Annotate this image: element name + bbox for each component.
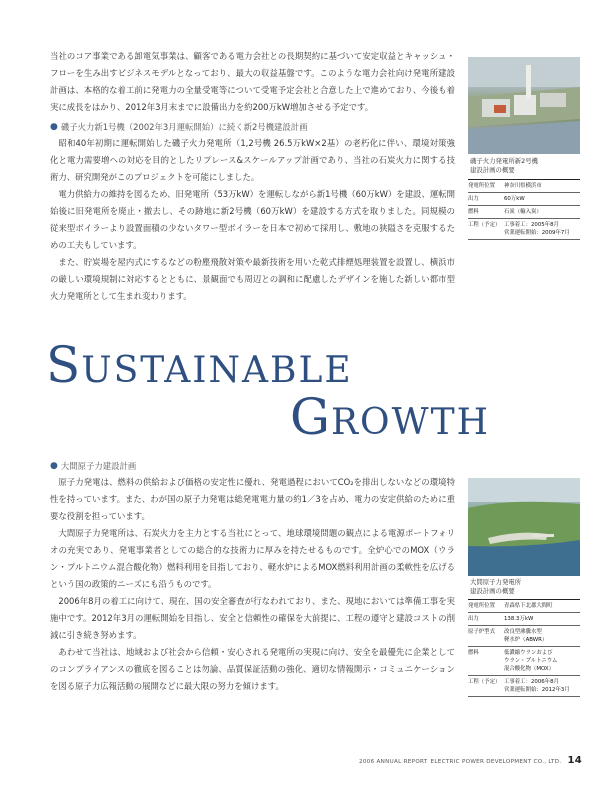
section-isogo bbox=[50, 48, 455, 305]
ohma-heading bbox=[50, 458, 455, 474]
ohma-paragraph-4: あわせて当社は、地域および社会から信頼・安心される発電所の実現に向け、安全を最優先に企業としてのコンプライアンスの徹底を図ることは勿論、品質保証活動の強化、適切な情報開示・コミュニケーションを図る原子力広報活動の展開などに最大限の努力を傾けます。 bbox=[50, 647, 455, 691]
title-growth-rest: ROWTH bbox=[330, 402, 490, 443]
spec-value-line: 60万kW bbox=[504, 196, 525, 202]
spec-value bbox=[504, 649, 580, 673]
spec-value-line: 神奈川県横浜市 bbox=[504, 183, 542, 189]
spec-key: 発電所位置 bbox=[468, 183, 495, 189]
ohma-paragraph-1: 原子力発電は、燃料の供給および価格の安定性に優れ、発電過程においてCO₂を排出しないなどの環境特性を持っています。また、わが国の原子力発電は総発電電力量の約1／3を占め、電力の安定供給のために重要な役割を担っています。 bbox=[50, 477, 455, 521]
spec-key: 工程（予定） bbox=[468, 679, 501, 685]
spec-row bbox=[468, 180, 580, 193]
spec-row bbox=[468, 613, 580, 626]
spec-value bbox=[504, 628, 580, 644]
spec-value-line: 138.3万kW bbox=[504, 616, 534, 622]
spec-key: 出力 bbox=[468, 616, 479, 622]
spec-row bbox=[468, 647, 580, 676]
spec-value bbox=[504, 208, 580, 216]
isogo-heading bbox=[50, 119, 455, 135]
spec-row bbox=[468, 193, 580, 206]
spec-row bbox=[468, 676, 580, 697]
isogo-caption-line-2: 建設計画の概要 bbox=[470, 166, 515, 174]
title-sustainable-initial: S bbox=[46, 336, 82, 394]
ohma-paragraph-2: 大間原子力発電所は、石炭火力を主力とする当社にとって、地球環境問題の観点による電源ポートフォリオの充実であり、発電事業者としての総合的な技術力に厚みを持たせるものです。全炉心でのMOX（ウラン・プルトニウム混合酸化物）燃料利用を目指しており、軽水炉によるMOX燃料利用計画の柔軟性を広げるという国の政策的ニーズにも沿うものです。 bbox=[50, 528, 455, 589]
ohma-caption-line-2: 建設計画の概要 bbox=[470, 587, 515, 595]
title-growth-initial: G bbox=[290, 388, 331, 446]
spec-value-line: 軽水炉（ABWR） bbox=[504, 637, 548, 643]
spec-value bbox=[504, 615, 580, 623]
spec-value bbox=[504, 678, 580, 694]
intro-paragraph: 当社のコア事業である卸電気事業は、顧客である電力会社との長期契約に基づいて安定収益とキャッシュ・フローを生み出すビジネスモデルとなっており、最大の収益基盤です。このような電力会社向け発電所建設計画は、本格的な着工前に発電力の全量受電等について受電予定会社と合意した上で進めており、今後も着実に成長をはかり、2012年3月末までに設備出力を約200万kW増加させる予定です。 bbox=[50, 51, 455, 112]
spec-value-line: 低濃縮ウランおよび bbox=[504, 650, 553, 656]
spec-key: 出力 bbox=[468, 196, 479, 202]
bullet-icon: ● bbox=[50, 122, 58, 132]
spec-value-line: 青森県下北郡大間町 bbox=[504, 603, 553, 609]
spec-key: 工程（予定） bbox=[468, 222, 501, 228]
isogo-caption bbox=[470, 157, 538, 175]
bullet-icon: ● bbox=[50, 461, 58, 471]
section-ohma bbox=[50, 458, 455, 695]
spec-row bbox=[468, 626, 580, 647]
spec-row bbox=[468, 219, 580, 240]
isogo-paragraph-3: また、貯炭場を屋内式にするなどの粉塵飛散対策や最新技術を用いた乾式排煙処理装置を設置し、横浜市の厳しい環境規制に対応するとともに、景観面でも周辺との調和に配慮したデザインを施した新しい都市型火力発電所として生まれ変わります。 bbox=[50, 257, 455, 301]
spec-key: 原子炉型式 bbox=[468, 629, 495, 635]
page-number: 14 bbox=[567, 755, 582, 766]
page-footer bbox=[359, 755, 582, 766]
isogo-paragraph-1: 昭和40年初期に運転開始した磯子火力発電所（1,2号機 26.5万kW×2基）の老朽化に伴い、環境対策強化と電力需要増への対応を目的としたリプレース&スケールアップ計画であり、当社の石炭火力に関する技術力、研究開発がこのプロジェクトを可能にしました。 bbox=[50, 138, 455, 182]
spec-value-line: 工事着工：2005年8月 bbox=[504, 222, 559, 228]
isogo-paragraph-2: 電力供給力の維持を図るため、旧発電所（53万kW）を運転しながら新1号機（60万kW）を建設、運転開始後に旧発電所を廃止・撤去し、その跡地に新2号機（60万kW）を建設する方式を取りました。同規模の従来型ボイラーより設置面積の少ないタワー型ボイラーを日本で初めて採用し、敷地の狭隘さを克服するための工夫もしています。 bbox=[50, 189, 455, 250]
isogo-plant-photo bbox=[468, 57, 580, 154]
ohma-caption bbox=[470, 578, 521, 596]
isogo-spec-table bbox=[468, 179, 580, 240]
spec-value-line: 営業運転開始：2012年3月 bbox=[504, 687, 570, 693]
ohma-heading-text: 大間原子力建設計画 bbox=[60, 461, 137, 471]
spec-value-line: 改良型沸騰水型 bbox=[504, 629, 542, 635]
ohma-spec-table bbox=[468, 599, 580, 697]
footer-company: ELECTRIC POWER DEVELOPMENT CO., LTD. bbox=[430, 759, 562, 765]
footer-report: 2006 ANNUAL REPORT bbox=[359, 759, 428, 765]
isogo-caption-line-1: 磯子火力発電所新2号機 bbox=[470, 157, 538, 165]
spec-value-line: 営業運転開始：2009年7月 bbox=[504, 230, 570, 236]
spec-key: 燃料 bbox=[468, 650, 479, 656]
spec-key: 燃料 bbox=[468, 209, 479, 215]
spec-value-line: ウラン・プルトニウム bbox=[504, 658, 558, 664]
spec-value-line: 混合酸化物（MOX） bbox=[504, 666, 554, 672]
spec-row bbox=[468, 600, 580, 613]
isogo-heading-text: 磯子火力新1号機（2002年3月運転開始）に続く新2号機建設計画 bbox=[60, 122, 308, 132]
title-sustainable-rest: USTAINABLE bbox=[81, 350, 353, 391]
title-growth bbox=[290, 388, 490, 448]
ohma-site-photo bbox=[468, 478, 580, 576]
ohma-paragraph-3: 2006年8月の着工に向けて、現在、国の安全審査が行なわれており、また、現地においては準備工事を実施中です。2012年3月の運転開始を目指し、安全と信頼性の確保を大前提に、工程の遵守と建設コストの削減に引き続き努めます。 bbox=[50, 596, 455, 640]
ohma-caption-line-1: 大間原子力発電所 bbox=[470, 578, 522, 586]
spec-row bbox=[468, 206, 580, 219]
spec-value bbox=[504, 195, 580, 203]
spec-value bbox=[504, 182, 580, 190]
spec-value bbox=[504, 221, 580, 237]
spec-value-line: 工事着工：2006年8月 bbox=[504, 679, 559, 685]
spec-value bbox=[504, 602, 580, 610]
spec-key: 発電所位置 bbox=[468, 603, 495, 609]
spec-value-line: 石炭（輸入炭） bbox=[504, 209, 542, 215]
